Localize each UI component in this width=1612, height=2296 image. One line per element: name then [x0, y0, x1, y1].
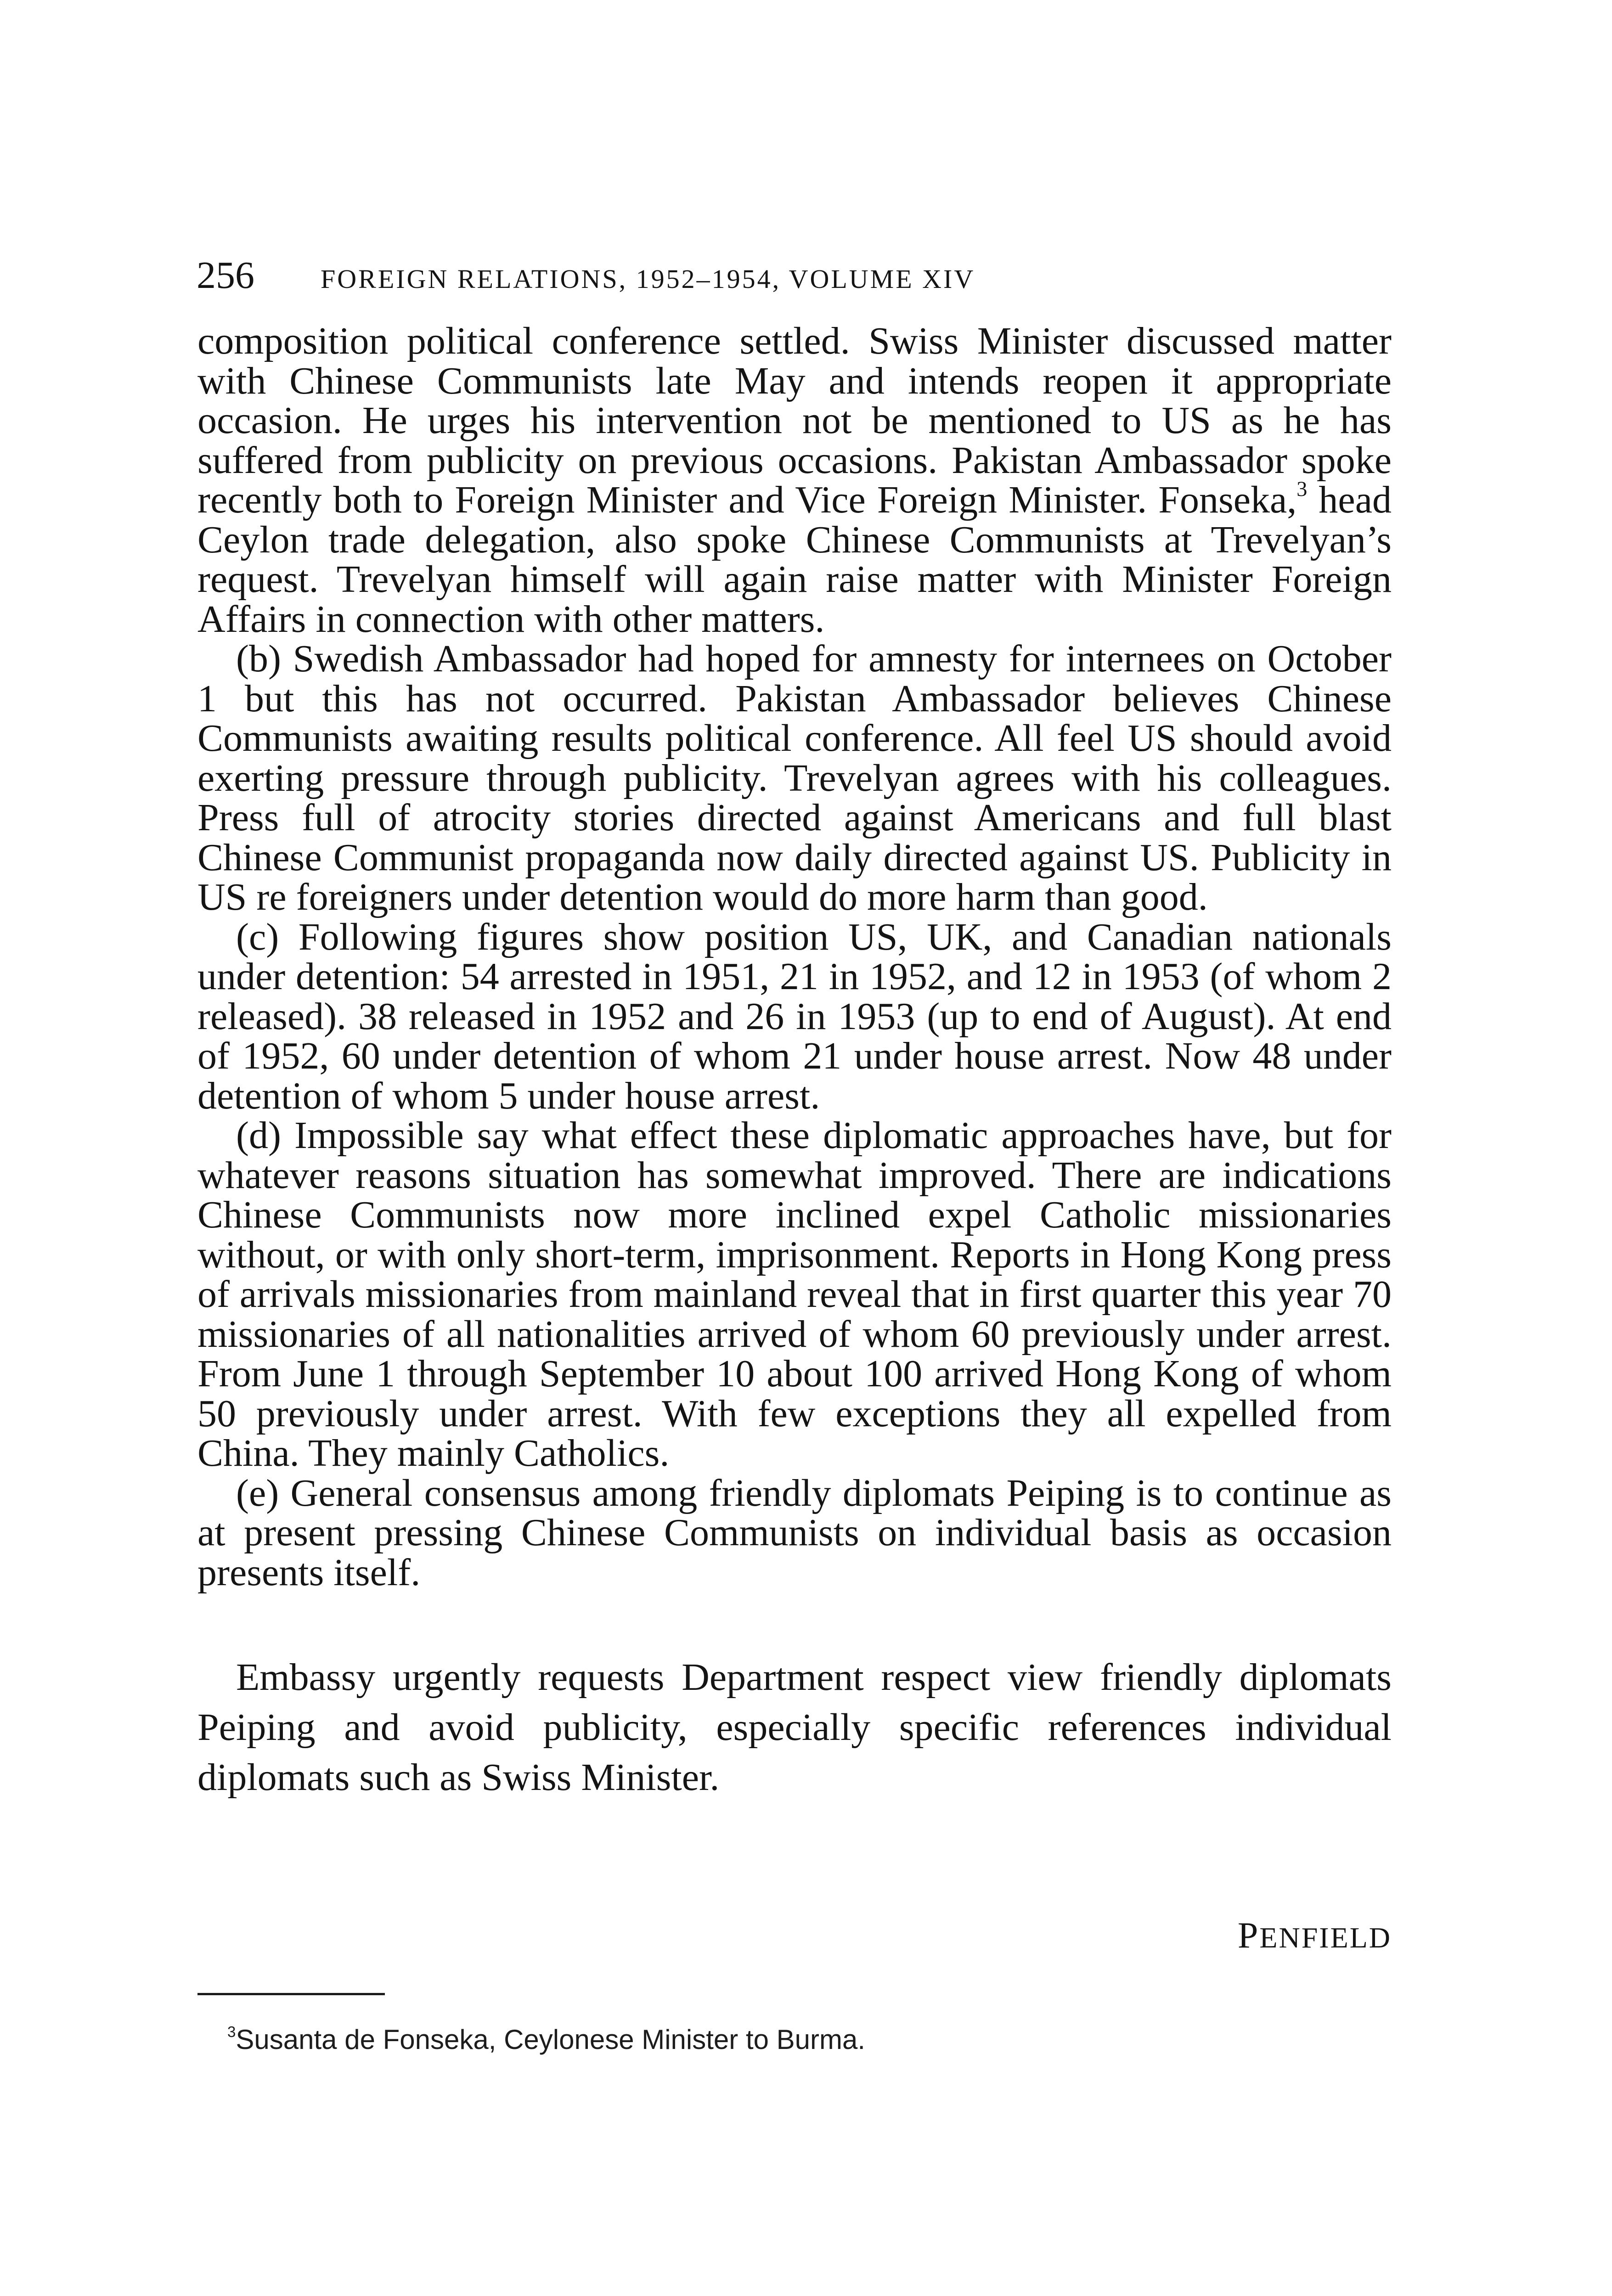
running-head — [197, 248, 1391, 303]
closing-paragraph: Embassy urgently requests Department respect view friendly diplomats Peiping and avoid publicity, especially specific references individual diplomats such as Swiss Minister. — [197, 1656, 1392, 1799]
paragraph-e: (e) General consensus among friendly diplomats Peiping is to continue as at present pressing Chinese Communists on individual basis as occasion presents itself. — [197, 1471, 1392, 1594]
footnote-reference: 3 — [1296, 477, 1308, 501]
document-body — [197, 321, 1392, 1802]
paragraph-continued — [197, 321, 1392, 639]
page-number: 256 — [197, 254, 254, 297]
running-head-title: FOREIGN RELATIONS, 1952–1954, VOLUME XIV — [321, 264, 975, 294]
footnote-marker: 3 — [227, 2023, 236, 2041]
paragraph-b: (b) Swedish Ambassador had hoped for amnesty for internees on October 1 but this has not occurred. Pakistan Ambassador believes Chinese Communists awaiting results political conference. All feel US should avoid exerting pressure through publicity. Trevelyan agrees with his colleagues. Press full of atrocity stories directed against Americans and full blast Chinese Communist propaganda now daily directed against US. Publicity in US re foreigners under detention would do more harm than good. — [197, 637, 1392, 918]
signature-initial: P — [1237, 1915, 1260, 1956]
signature-rest: ENFIELD — [1259, 1921, 1392, 1954]
paragraph-text: head Ceylon trade delegation, also spoke Chinese Communists at Trevelyan’s request. Trevelyan himself will again raise matter with Minister Foreign Affairs in connection with other matters. — [197, 478, 1392, 641]
paragraph-text: composition political conference settled. Swiss Minister discussed matter with Chinese Communists late May and intends reopen it appropriate occasion. He urges his intervention not be mentioned to US as he has suffered from publicity on previous occasions. Pakistan Ambassador spoke recently both to Foreign Minister and Vice Foreign Minister. Fonseka, — [197, 320, 1392, 521]
paragraph-c: (c) Following figures show position US, UK, and Canadian nationals under detention: 54 arrested in 1951, 21 in 1952, and 12 in 1953 (of whom 2 released). 38 released in 1952 and 26 in 1953 (up to end of August). At end of 1952, 60 under detention of whom 21 under house arrest. Now 48 under detention of whom 5 under house arrest. — [197, 915, 1392, 1117]
footnote-text: Susanta de Fonseka, Ceylonese Minister to Burma. — [236, 2024, 866, 2055]
footnote — [227, 2021, 1392, 2058]
signature — [1102, 1917, 1392, 1956]
paragraph-d: (d) Impossible say what effect these diplomatic approaches have, but for whatever reasons situation has somewhat improved. There are indications Chinese Communists now more inclined expel Catholic missionaries without, or with only short-term, imprisonment. Reports in Hong Kong press of arrivals missionaries from mainland reveal that in first quarter this year 70 missionaries of all nationalities arrived of whom 60 previously under arrest. From June 1 through September 10 about 100 arrived Hong Kong of whom 50 previously under arrest. With few exceptions they all expelled from China. They mainly Catholics. — [197, 1114, 1392, 1474]
footnote-divider — [197, 1993, 385, 1995]
